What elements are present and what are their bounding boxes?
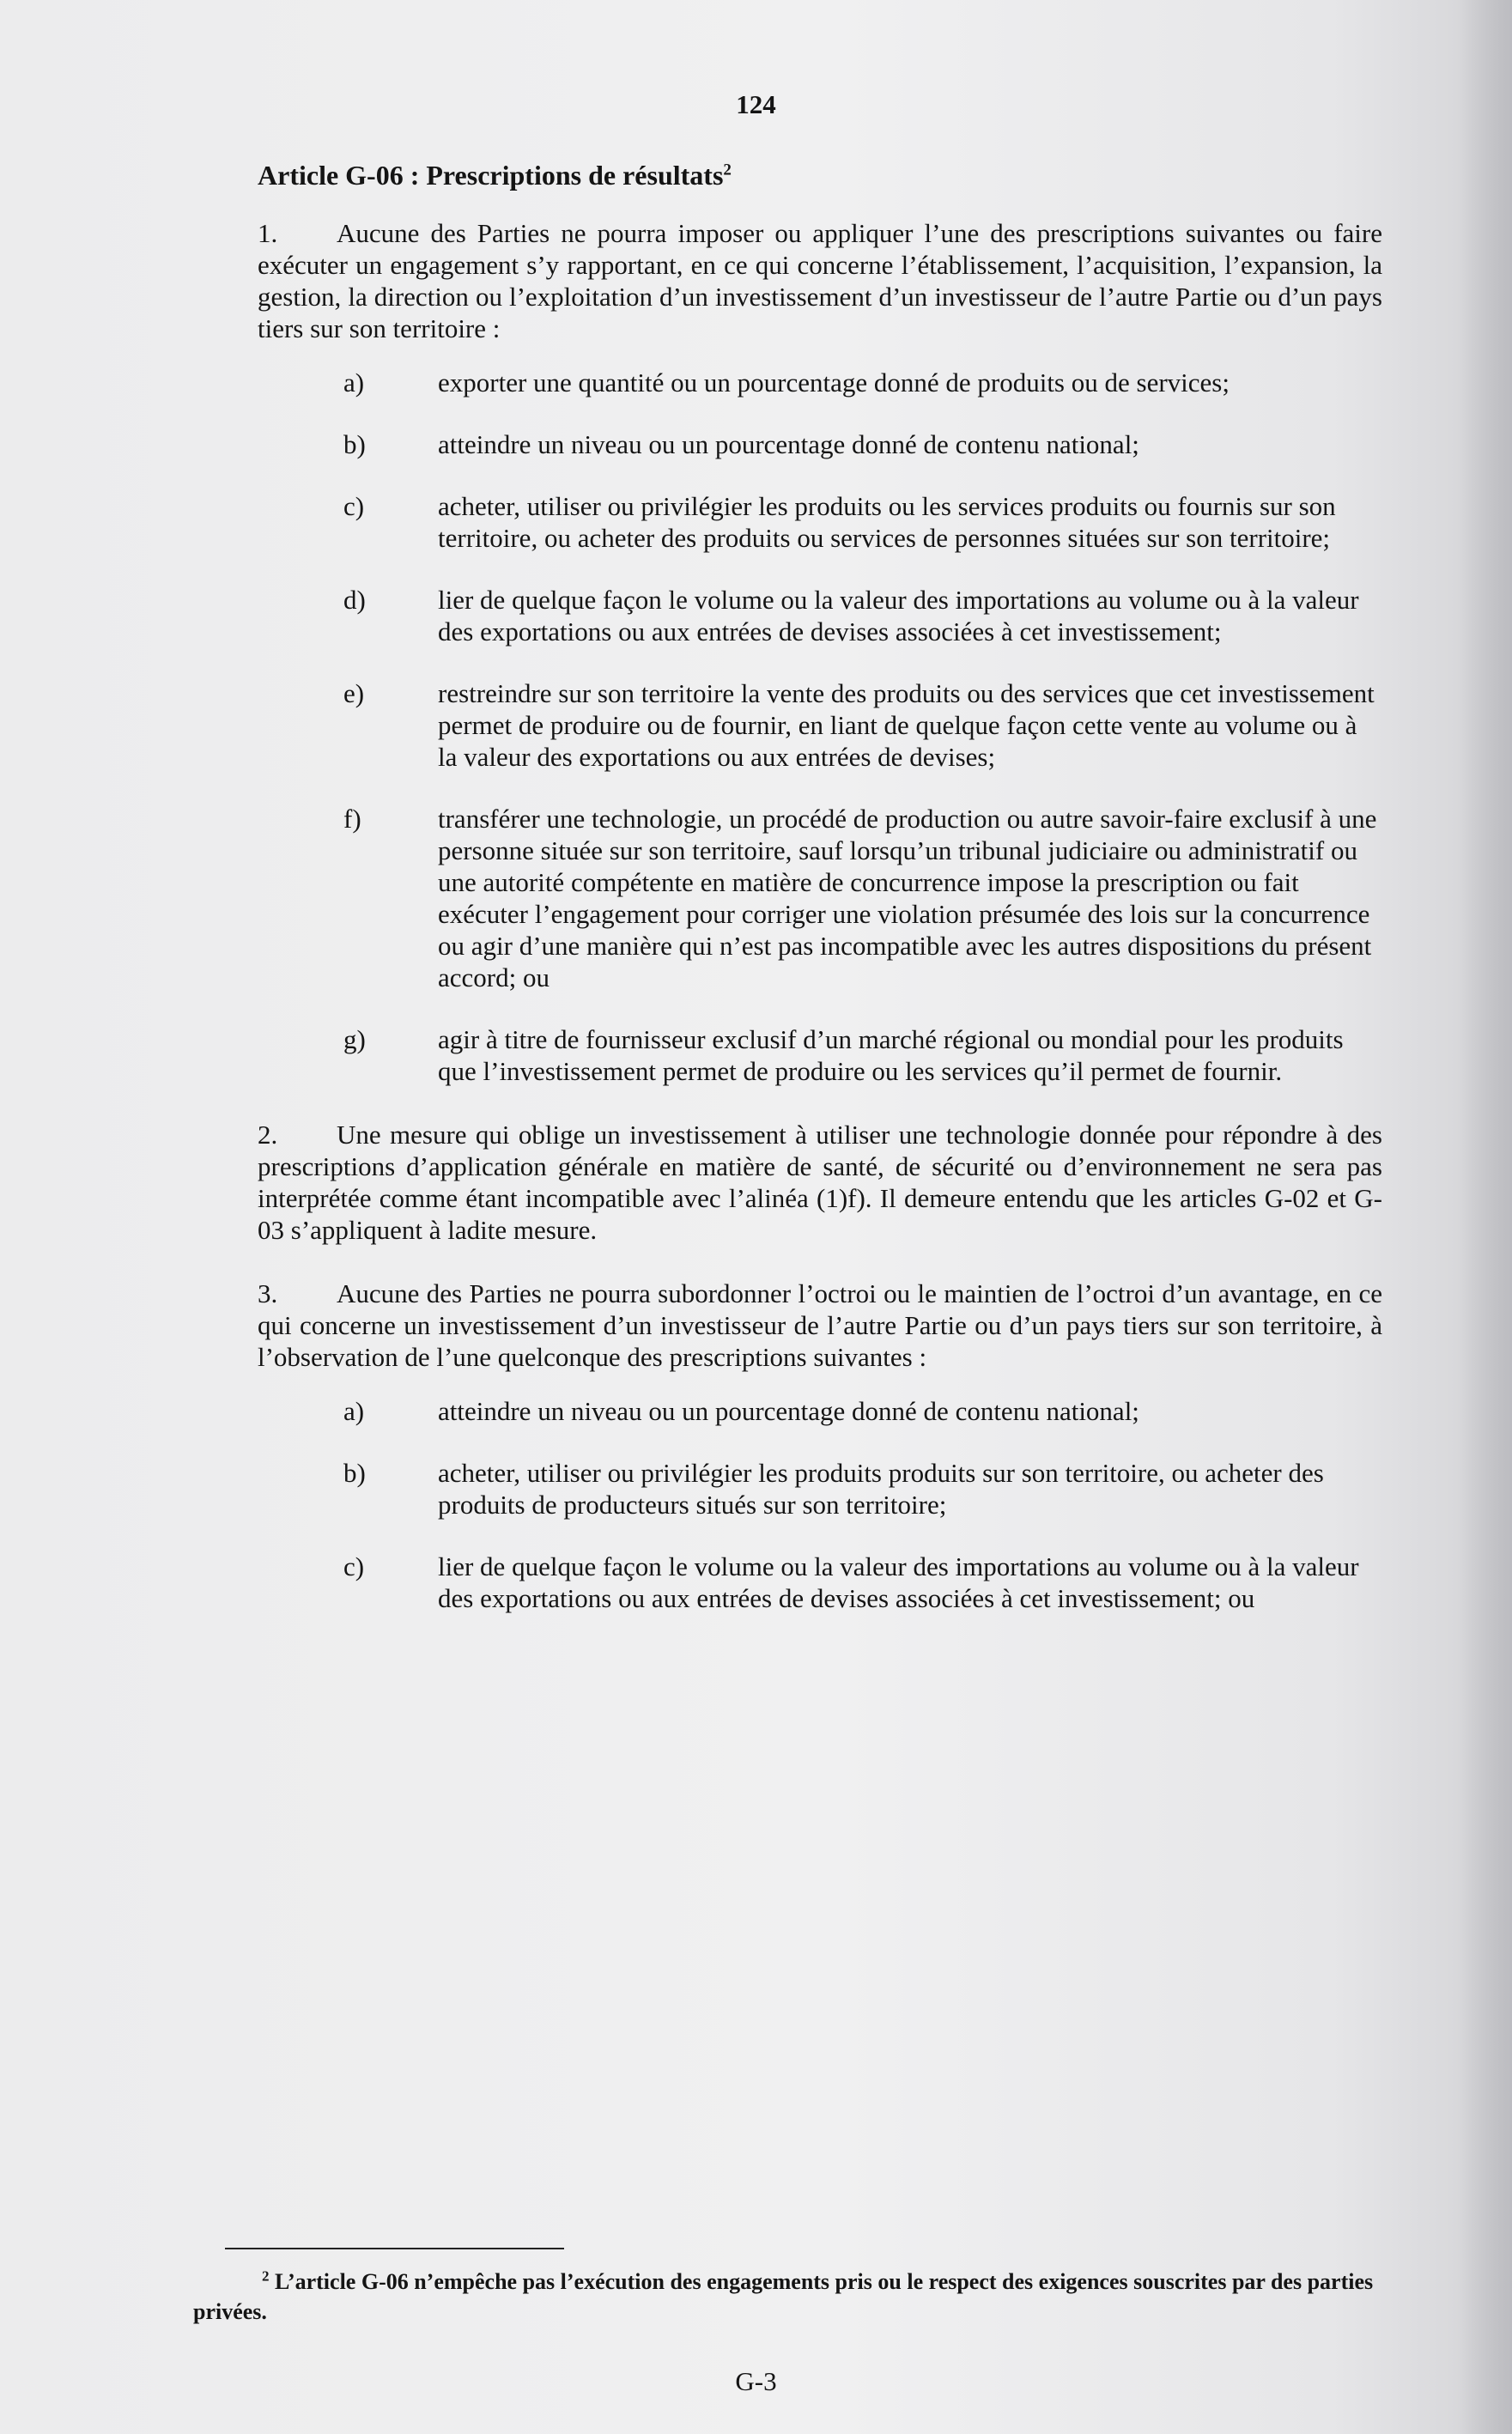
list-item xyxy=(258,1551,1382,1614)
item-text: transférer une technologie, un procédé de production ou autre savoir-faire exclusif à une personne située sur son territoire, sauf lorsqu’un tribunal judiciaire ou administratif ou une autorité compétente en matière de concurrence impose la prescription ou fait exécuter l’engagement pour corriger une violation présumée des lois sur la concurrence ou agir d’une manière qui n’est pas incompatible avec les autres dispositions du présent accord; ou xyxy=(438,804,1377,992)
paragraph-number: 1. xyxy=(258,218,278,248)
item-text: atteindre un niveau ou un pourcentage donné de contenu national; xyxy=(438,429,1139,459)
paragraph-3 xyxy=(258,1278,1382,1373)
item-letter: g) xyxy=(343,1024,366,1054)
item-letter: e) xyxy=(343,678,365,708)
footnote-divider xyxy=(225,2248,564,2249)
footnote-marker: 2 xyxy=(262,2267,270,2285)
footnote xyxy=(193,2267,1387,2327)
item-text: lier de quelque façon le volume ou la valeur des importations au volume ou à la valeur des exportations ou aux entrées de devises associées à cet investissement; xyxy=(438,585,1359,646)
item-letter: c) xyxy=(343,491,365,521)
paragraph-3-items xyxy=(258,1395,1382,1614)
item-text: exporter une quantité ou un pourcentage donné de produits ou de services; xyxy=(438,367,1230,398)
paragraph-text: Une mesure qui oblige un investissement à utiliser une technologie donnée pour répondre à des prescriptions d’application générale en matière de santé, de sécurité ou d’environnement ne sera pas interprétée comme étant incompatible avec l’alinéa (1)f). Il demeure entendu que les articles G-02 et G-03 s’appliquent à ladite mesure. xyxy=(258,1120,1382,1245)
list-item xyxy=(258,803,1382,993)
page-number: 124 xyxy=(736,89,776,119)
item-letter: a) xyxy=(343,1396,365,1426)
paragraph-1 xyxy=(258,217,1382,344)
article-title-text: Article G-06 : Prescriptions de résultats xyxy=(258,160,724,191)
paragraph-text: Aucune des Parties ne pourra imposer ou appliquer l’une des prescriptions suivantes ou faire exécuter un engagement s’y rapportant, en ce qui concerne l’établissement, l’acquisition, l’expansion, la gestion, la direction ou l’exploitation d’un investissement d’un investisseur de l’autre Partie ou d’un pays tiers sur son territoire : xyxy=(258,218,1382,343)
item-text: atteindre un niveau ou un pourcentage donné de contenu national; xyxy=(438,1396,1139,1426)
article-body xyxy=(258,160,1382,1646)
paragraph-2 xyxy=(258,1119,1382,1246)
list-item xyxy=(258,428,1382,460)
footnote-text: L’article G-06 n’empêche pas l’exécution des engagements pris ou le respect des exigences souscrites par des parties privées. xyxy=(193,2269,1374,2324)
article-title xyxy=(258,160,1382,191)
list-item xyxy=(258,677,1382,773)
item-text: acheter, utiliser ou privilégier les produits ou les services produits ou fournis sur son territoire, ou acheter des produits ou services de personnes situées sur son territoire; xyxy=(438,491,1336,553)
list-item xyxy=(258,1457,1382,1520)
item-text: acheter, utiliser ou privilégier les produits produits sur son territoire, ou acheter des produits de producteurs situés sur son territoire; xyxy=(438,1458,1324,1520)
item-letter: f) xyxy=(343,804,361,834)
page-footer-label: G-3 xyxy=(735,2366,777,2396)
list-item xyxy=(258,367,1382,398)
item-letter: a) xyxy=(343,367,365,398)
list-item xyxy=(258,584,1382,647)
paragraph-number: 3. xyxy=(258,1278,278,1308)
paragraph-text: Aucune des Parties ne pourra subordonner l’octroi ou le maintien de l’octroi d’un avantage, en ce qui concerne un investissement d’un investisseur de l’autre Partie ou d’un pays tiers sur son territoire, à l’observation de l’une quelconque des prescriptions suivantes : xyxy=(258,1278,1382,1372)
item-letter: d) xyxy=(343,585,366,615)
item-text: restreindre sur son territoire la vente des produits ou des services que cet investissement permet de produire ou de fournir, en liant de quelque façon cette vente au volume ou à la valeur des exportations ou aux entrées de devises; xyxy=(438,678,1375,772)
footnote-reference: 2 xyxy=(723,161,732,179)
paragraph-1-items xyxy=(258,367,1382,1087)
list-item xyxy=(258,490,1382,554)
page-edge-shadow xyxy=(1460,0,1512,2434)
item-letter: b) xyxy=(343,429,366,459)
item-text: lier de quelque façon le volume ou la valeur des importations au volume ou à la valeur des exportations ou aux entrées de devises associées à cet investissement; ou xyxy=(438,1551,1359,1613)
item-letter: c) xyxy=(343,1551,365,1581)
list-item xyxy=(258,1395,1382,1427)
paragraph-number: 2. xyxy=(258,1120,278,1150)
list-item xyxy=(258,1023,1382,1087)
item-text: agir à titre de fournisseur exclusif d’un marché régional ou mondial pour les produits que l’investissement permet de produire ou les services qu’il permet de fournir. xyxy=(438,1024,1344,1086)
item-letter: b) xyxy=(343,1458,366,1488)
